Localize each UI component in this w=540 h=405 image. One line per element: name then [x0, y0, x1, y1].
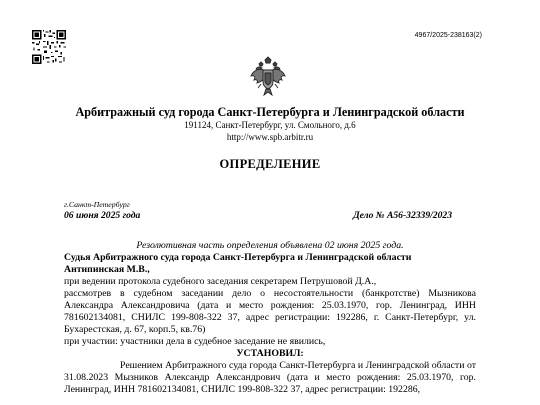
document-title: ОПРЕДЕЛЕНИЕ — [219, 157, 321, 171]
case-number: Дело № А56-32339/2023 — [353, 210, 452, 221]
participants-paragraph: при участии: участники дела в судебное заседание не явились, — [64, 336, 326, 347]
court-name: Арбитражный суд города Санкт-Петербурга и Ленинградской области — [75, 105, 465, 119]
protocol-paragraph: при ведении протокола судебного заседания секретарем Петрушовой Д.А., — [64, 276, 377, 287]
considering-paragraph: рассмотрев в судебном заседании дело о несостоятельности (банкротстве) Мызникова Александра Александровича (дата и место рождения: 25.03.1970, гор. Ленинград, ИНН 781602134081, СНИЛС 199-808-322 37, адрес регистрации: 192286, г. Санкт-Петербург, ул. Бухарестская, д. 67, корп.5, кв.76) — [64, 288, 476, 335]
qr-code-icon — [32, 30, 66, 64]
judge-line: Судья Арбитражного суда города Санкт-Петербурга и Ленинградской области — [64, 252, 412, 263]
judge-name: Антипинская М.В., — [64, 264, 150, 275]
document-body — [64, 240, 476, 396]
coat-of-arms-icon — [248, 56, 288, 98]
decision-paragraph: Решением Арбитражного суда города Санкт-Петербурга и Ленинградской области от 31.08.2023 Мызников Александр Александрович (дата и место рождения: 25.03.1970, гор. Ленинград, ИНН 781602134081, СНИЛС 199-808-322 37, адрес регистрации: 192286, — [64, 360, 476, 395]
court-address: 191124, Санкт-Петербург, ул. Смольного, д.6 — [184, 120, 356, 130]
city: г.Санкт-Петербург — [64, 200, 130, 209]
court-website-link[interactable]: http://www.spb.arbitr.ru — [226, 132, 314, 142]
resolution-note: Резолютивная часть определения объявлена 02 июня 2025 года. — [136, 240, 404, 251]
established-heading: УСТАНОВИЛ: — [236, 348, 304, 359]
document-date: 06 июня 2025 года — [64, 210, 141, 221]
document-number: 4967/2025-238163(2) — [414, 32, 482, 39]
